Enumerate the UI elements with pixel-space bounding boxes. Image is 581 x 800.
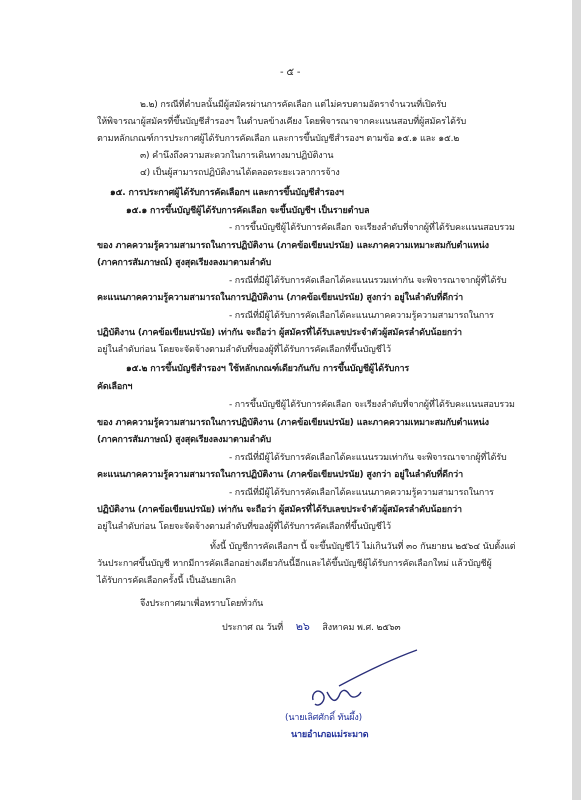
paragraph-line: - การขึ้นบัญชีผู้ได้รับการคัดเลือก จะเรียงลำดับที่จากผู้ที่ได้รับคะแนนสอบรวม	[229, 400, 515, 410]
paragraph-line: ปฏิบัติงาน (ภาคข้อเขียนปรนัย) เท่ากัน จะถือว่า ผู้สมัครที่ได้รับเลขประจำตัวผู้สมัครลำดับน้อยกว่า	[97, 328, 462, 338]
scan-edge	[572, 0, 581, 800]
paragraph-line: - กรณีที่มีผู้ได้รับการคัดเลือกได้คะแนนภาคความรู้ความสามารถในการ	[229, 488, 494, 498]
signer-title: นายอำเภอแม่ระมาด	[291, 730, 369, 740]
paragraph-line: ได้รับการคัดเลือกครั้งนี้ เป็นอันยกเลิก	[97, 576, 236, 586]
signature-stroke	[327, 690, 361, 700]
signature-stroke	[339, 650, 417, 686]
paragraph-line: วันประกาศขึ้นบัญชี หากมีการคัดเลือกอย่างเดียวกันนี้อีกและได้ขึ้นบัญชีผู้ได้รับการคัดเลือกใหม่ แล้วบัญชีผู้	[97, 559, 492, 569]
paragraph-line: อยู่ในลำดับก่อน โดยจะจัดจ้างตามลำดับที่ของผู้ที่ได้รับการคัดเลือกที่ขึ้นบัญชีไว้	[97, 345, 391, 355]
paragraph-line: ให้พิจารณาผู้สมัครที่ขึ้นบัญชีสำรองฯ ในตำบลข้างเคียง โดยพิจารณาจากคะแนนสอบที่ผู้สมัครได้รับ	[97, 117, 467, 127]
paragraph-line: อยู่ในลำดับก่อน โดยจะจัดจ้างตามลำดับที่ของผู้ที่ได้รับการคัดเลือกที่ขึ้นบัญชีไว้	[97, 522, 391, 532]
paragraph-line: คะแนนภาคความรู้ความสามารถในการปฏิบัติงาน (ภาคข้อเขียนปรนัย) สูงกว่า อยู่ในลำดับที่ดีกว่า	[97, 293, 463, 303]
subsection-heading: ๑๕.๒ การขึ้นบัญชีสำรองฯ ใช้หลักเกณฑ์เดียวกันกับ การขึ้นบัญชีผู้ได้รับการ	[126, 364, 410, 374]
signature-image	[305, 648, 425, 718]
paragraph-line: คะแนนภาคความรู้ความสามารถในการปฏิบัติงาน (ภาคข้อเขียนปรนัย) สูงกว่า อยู่ในลำดับที่ดีกว่า	[97, 470, 463, 480]
paragraph-line: (ภาคการสัมภาษณ์) สูงสุดเรียงลงมาตามลำดับ	[97, 258, 272, 268]
page-number: - ๕ -	[280, 67, 301, 78]
paragraph-line: ปฏิบัติงาน (ภาคข้อเขียนปรนัย) เท่ากัน จะถือว่า ผู้สมัครที่ได้รับเลขประจำตัวผู้สมัครลำดับน้อยกว่า	[97, 505, 462, 515]
paragraph-line: ตามหลักเกณฑ์การประกาศผู้ได้รับการคัดเลือก และการขึ้นบัญชีสำรองฯ ตามข้อ ๑๕.๑ และ ๑๕.๒	[97, 134, 460, 144]
paragraph-line: ของ ภาคความรู้ความสามารถในการปฏิบัติงาน (ภาคข้อเขียนปรนัย) และภาคความเหมาะสมกับตำแหน่ง	[97, 418, 489, 428]
paragraph-line: ๒.๒) กรณีที่ตำบลนั้นมีผู้สมัครผ่านการคัดเลือก แต่ไม่ครบตามอัตราจำนวนที่เปิดรับ	[140, 100, 447, 110]
announcement-line: จึงประกาศมาเพื่อทราบโดยทั่วกัน	[140, 599, 264, 609]
section-heading: ๑๕. การประกาศผู้ได้รับการคัดเลือกฯ และการขึ้นบัญชีสำรองฯ	[110, 188, 344, 198]
subsection-heading: คัดเลือกฯ	[97, 382, 133, 392]
subsection-heading: ๑๕.๑ การขึ้นบัญชีผู้ได้รับการคัดเลือก จะขึ้นบัญชีฯ เป็นรายตำบล	[126, 206, 370, 216]
paragraph-line: ของ ภาคความรู้ความสามารถในการปฏิบัติงาน (ภาคข้อเขียนปรนัย) และภาคความเหมาะสมกับตำแหน่ง	[97, 241, 489, 251]
paragraph-line: - กรณีที่มีผู้ได้รับการคัดเลือกได้คะแนนรวมเท่ากัน จะพิจารณาจากผู้ที่ได้รับ	[229, 276, 507, 286]
paragraph-line: - การขึ้นบัญชีผู้ได้รับการคัดเลือก จะเรียงลำดับที่จากผู้ที่ได้รับคะแนนสอบรวม	[229, 223, 515, 233]
paragraph-line: (ภาคการสัมภาษณ์) สูงสุดเรียงลงมาตามลำดับ	[97, 435, 272, 445]
paragraph-line: ทั้งนี้ บัญชีการคัดเลือกฯ นี้ จะขึ้นบัญชีไว้ ไม่เกินวันที่ ๓๐ กันยายน ๒๕๖๔ นับตั้งแต่	[210, 542, 516, 552]
list-item: ๓) คำนึงถึงความสะดวกในการเดินทางมาปฏิบัติงาน	[140, 151, 334, 161]
date-day: ๒๖	[295, 620, 310, 633]
signature-stroke	[313, 691, 324, 705]
date-line	[222, 621, 401, 634]
list-item: ๔) เป็นผู้สามารถปฏิบัติงานได้ตลอดระยะเวลาการจ้าง	[140, 168, 340, 178]
paragraph-line: - กรณีที่มีผู้ได้รับการคัดเลือกได้คะแนนรวมเท่ากัน จะพิจารณาจากผู้ที่ได้รับ	[229, 453, 507, 463]
date-month-year: สิงหาคม พ.ศ. ๒๕๖๓	[322, 623, 401, 633]
date-prefix: ประกาศ ณ วันที่	[222, 623, 284, 633]
signer-name: (นายเลิศศักดิ์ ทันผึ้ง)	[285, 713, 363, 723]
paragraph-line: - กรณีที่มีผู้ได้รับการคัดเลือกได้คะแนนภาคความรู้ความสามารถในการ	[229, 311, 494, 321]
